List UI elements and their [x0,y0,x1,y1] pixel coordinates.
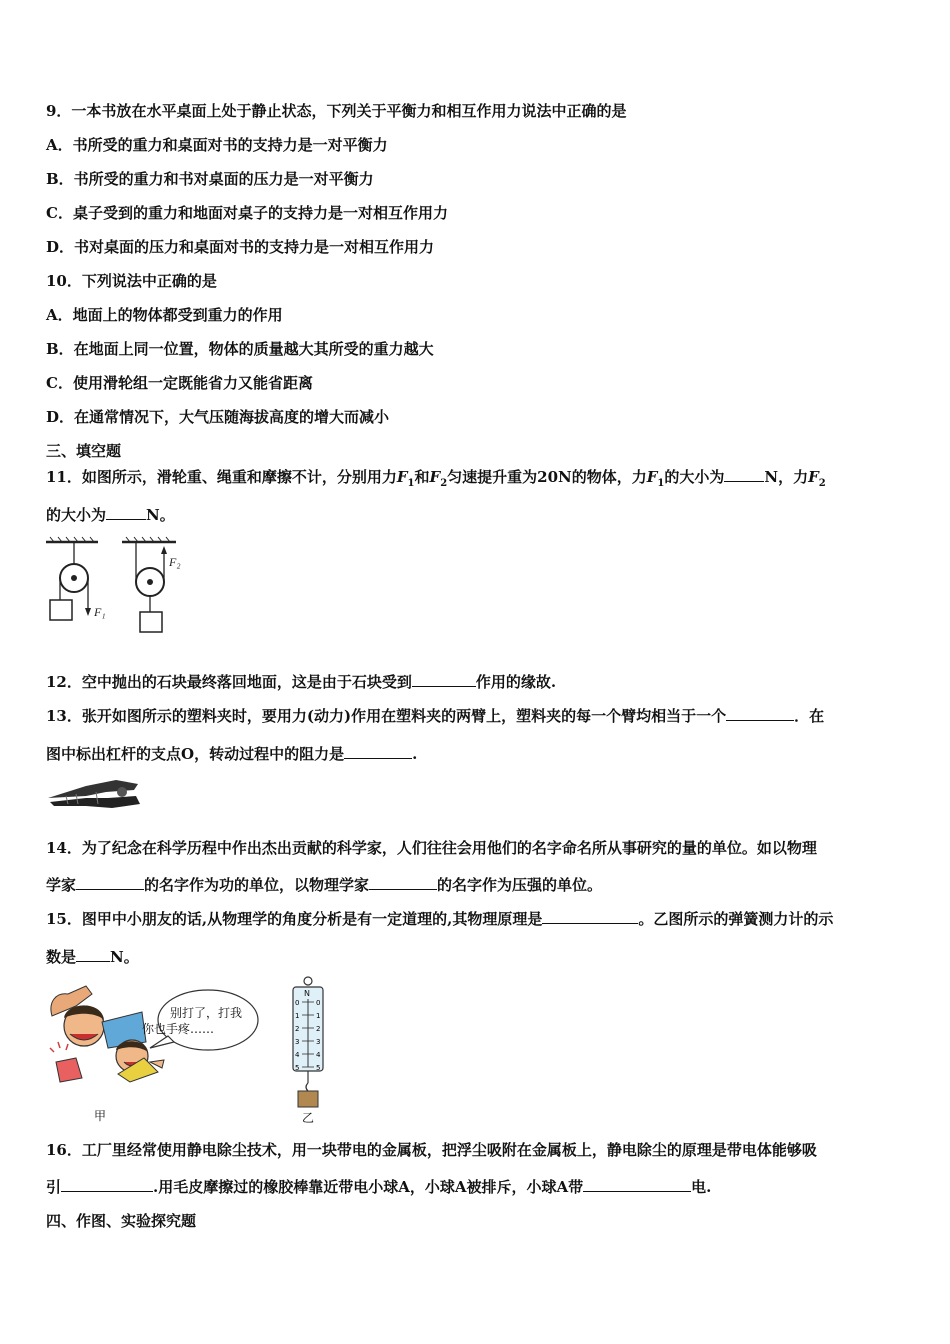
q12-line: 12．空中抛出的石块最终落回地面，这是由于石块受到 作用的缘故. [46,673,557,691]
q16-blank-2[interactable] [583,1177,691,1192]
scale-tick-label-left: 2 [295,1025,300,1033]
scale-tick-label-left: 1 [295,1012,300,1020]
q16-line-1: 16．工厂里经常使用静电除尘技术，用一块带电的金属板，把浮尘吸附在金属板上，静电除尘的原理是带电体能够吸 [46,1141,817,1159]
caption-yi: 乙 [302,1111,315,1125]
q9-option-a: A．书所受的重力和桌面对书的支持力是一对平衡力 [46,136,388,154]
q10-option-b: B．在地面上同一位置，物体的质量越大其所受的重力越大 [46,340,434,358]
pulley-figure [44,536,194,636]
scale-tick-label-left: 4 [295,1051,300,1059]
q14-blank-2[interactable] [369,875,437,890]
scale-tick-label-left: 3 [295,1038,300,1046]
scale-tick-label-right: 5 [316,1064,321,1072]
pants [56,1058,82,1082]
scale-tick-label-right: 3 [316,1038,321,1046]
label-f2: F₂ [169,555,181,569]
section-4-heading: 四、作图、实验探究题 [46,1212,197,1230]
scale-tick-label-right: 4 [316,1051,321,1059]
q9-option-b: B．书所受的重力和书对桌面的压力是一对平衡力 [46,170,374,188]
arrow-f2 [161,546,167,554]
scale-unit: N [304,989,310,998]
q12-blank[interactable] [412,672,476,687]
q15-line-1: 15．图甲中小朋友的话,从物理学的角度分析是有一定道理的,其物理原理是 。乙图所示的弹簧测力计的示 [46,910,834,928]
caption-jia: 甲 [94,1109,107,1123]
q14-line-1: 14．为了纪念在科学历程中作出杰出贡献的科学家，人们往往会用他们的名字命名所从事研究的量的单位。如以物理 [46,839,817,857]
q16-line-2: 引 .用毛皮摩擦过的橡胶棒靠近带电小球A，小球A被排斥，小球A带 电. [46,1178,712,1196]
q15-blank-1[interactable] [542,909,638,924]
q14-line-2: 学家 的名字作为功的单位，以物理学家 的名字作为压强的单位。 [46,876,603,894]
q16-blank-1[interactable] [61,1177,153,1192]
q10-stem: 10．下列说法中正确的是 [46,272,217,290]
q9-stem: 9．一本书放在水平桌面上处于静止状态，下列关于平衡力和相互作用力说法中正确的是 [46,102,627,120]
section-3-heading: 三、填空题 [46,442,122,460]
q11-blank-2[interactable] [106,505,146,520]
scale-tick-label-right: 2 [316,1025,321,1033]
q14-blank-1[interactable] [76,875,144,890]
q9-option-d: D．书对桌面的压力和桌面对书的支持力是一对相互作用力 [46,238,435,256]
scale-tick-label-left: 5 [295,1064,300,1072]
q11-blank-1[interactable] [724,467,764,482]
q13-line-2: 图中标出杠杆的支点O，转动过程中的阻力是 . [46,745,418,763]
q10-option-a: A．地面上的物体都受到重力的作用 [46,306,283,324]
label-f1: F₁ [94,605,106,619]
scale-tick-label-left: 0 [295,999,300,1007]
q15-blank-2[interactable] [76,947,110,962]
weight-right [140,612,162,632]
q9-option-c: C．桌子受到的重力和地面对桌子的支持力是一对相互作用力 [46,204,448,222]
q10-option-d: D．在通常情况下，大气压随海拔高度的增大而减小 [46,408,390,426]
spring-scale-figure [286,975,330,1109]
q13-blank-1[interactable] [726,706,794,721]
bubble-text-1: 别打了，打我 [170,1006,243,1020]
q10-option-c: C．使用滑轮组一定既能省力又能省距离 [46,374,313,392]
scale-tick-label-right: 1 [316,1012,321,1020]
cartoon-figure [46,982,262,1094]
q13-blank-2[interactable] [344,744,412,759]
q11-line-2: 的大小为 N。 [46,506,175,524]
plastic-clip-figure [46,776,142,812]
arrow-f1 [85,608,91,616]
weight-left [50,600,72,620]
q15-line-2: 数是 N。 [46,948,139,966]
bubble-text-2: 你也手疼…… [142,1022,215,1036]
q13-line-1: 13．张开如图所示的塑料夹时，要用力(动力)作用在塑料夹的两臂上，塑料夹的每一个臂均相当于一个 ．在 [46,707,825,725]
q11-line-1: 11．如图所示，滑轮重、绳重和摩擦不计，分别用力$F_1$和$F_2$匀速提升重为20N的物体，力$F_1$的大小为 N，力$F_2$ [46,468,826,489]
scale-weight [298,1091,318,1107]
scale-tick-label-right: 0 [316,999,321,1007]
